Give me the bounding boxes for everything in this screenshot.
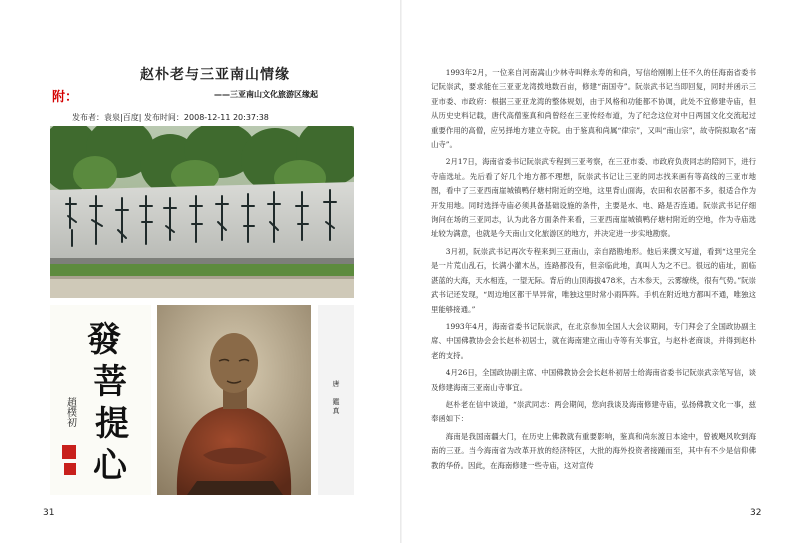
calligraphy-char: 提: [95, 404, 129, 444]
stone-wall-illustration: [50, 126, 354, 298]
calligraphy-char: 菩: [93, 362, 127, 402]
photo-caption: [330, 380, 342, 416]
caption-char: [330, 389, 342, 398]
article-body: [431, 66, 756, 473]
caption-char: 鑑: [332, 398, 340, 406]
publish-meta: 发布者：袁泉|百度| 发布时间：2008-12-11 20:37:38: [72, 113, 269, 122]
page-number-left: 31: [43, 508, 55, 518]
body-paragraph: 2月17日，海南省委书记阮崇武专程到三亚考察，在三亚市委、市政府负责同志的陪同下，进行寺庙选址。先后看了好几个地方都不理想，阮崇武书记让三亚的同志找来画有等高线的三亚市地图，看中了三亚西南崖城镇鸭仔塘村附近的空地，这里背山面海，农田和农居都不多，很适合作为开发用地。同时选择寺庙必须具备基础设施的条件，主要是水、电、路是否连通。阮崇武书记仔细询问在场的三亚同志，认为此各方面条件来看，三亚西南崖城镇鸭仔塘村附近的空地，作为寺庙选址较为满意，也就是今天南山文化旅游区的地方，并决定进一步实地勘察。: [431, 157, 756, 239]
body-paragraph: 4月26日，全国政协副主席、中国佛教协会会长赵朴初居士给海南省委书记阮崇武亲笔写信，谈及修建海南三亚南山寺事宜。: [431, 368, 756, 392]
red-seal-stamp: [64, 463, 76, 475]
calligraphy-char: 心: [93, 446, 127, 486]
page-number-right: 32: [750, 508, 762, 518]
body-paragraph: 1993年4月，海南省委书记阮崇武，在北京参加全国人大会议期间，专门拜会了全国政协副主席、中国佛教协会会长赵朴初居士，就在海南建立南山寺等有关事宜，与赵朴老商谈，并得到赵朴老的支持。: [431, 321, 756, 360]
body-paragraph: 1993年2月，一位来自河南嵩山少林寺叫释永寿的和尚，写信给刚刚上任不久的任海南省委书记阮崇武，要求能在三亚亚龙湾拨地数百亩，修建“南国寺”。阮崇武书记当即回复，同时并函示三亚市委、市政府：根据三亚亚龙湾的整体规划，由于风格和功能都不协调，此处不宜修建寺庙，但从历史史料记载，唐代高僧鉴真和尚曾经在三亚传经布道，为了纪念这位对中日两国文化交流起过重要作用的高僧，应另择地方建立寺院。由于鉴真和尚属“律宗”，又叫“南山宗”，故寺院拟取名“南山寺”。: [431, 68, 756, 150]
caption-char: 真: [332, 407, 340, 415]
calligraphy-illustration: [50, 305, 151, 495]
statue-illustration: [157, 305, 311, 495]
body-paragraph: 海南是我国南疆大门，在历史上佛教就有重要影响，鉴真和尚东渡日本途中，曾被飓风吹到海南的三亚。当今海南省为改革开放的经济特区，大批的海外投资者接踵而至，其中有不少是信仰佛教的华侨。因此，在海南修建一些寺庙，这对宣传: [431, 431, 756, 470]
article-byline: ——三亚南山文化旅游区缘起: [214, 90, 318, 99]
article-title: 赵朴老与三亚南山情缘: [140, 67, 290, 83]
appendix-label: 附：: [52, 90, 79, 105]
stone-wall-photo: [50, 126, 354, 298]
jianzhen-statue-photo: [157, 305, 311, 495]
body-paragraph: 3月初，阮崇武书记再次专程来到三亚南山，亲自踏勘地形。他后来撰文写道，看到“这里完全是一片荒山乱石，长满小灌木丛，连路都没有，但亲临此地，真叫人为之不已。很远的庙址，面临湛蓝的大海，天水相连，一望无际。背后的山顶海拔478米，古木参天，云雾缭绕，很有气势。”阮崇武书记还发现，“周边地区都干旱异常，唯独这里时常小雨阵阵。手机在附近地方都叫不通，唯独这里能够接通。”: [431, 246, 756, 314]
calligraphy-photo: [50, 305, 151, 495]
calligraphy-signature: 趙樸初: [64, 397, 76, 427]
red-seal-stamp: [62, 445, 76, 459]
body-paragraph: 赵朴老在信中谈道，“崇武同志：两会期间，您向我谈及海南修建寺庙，弘扬佛教文化一事，兹奉函如下：: [431, 399, 756, 424]
calligraphy-char: 發: [87, 320, 121, 360]
page-gutter: [400, 0, 402, 543]
caption-char: 唐: [332, 380, 340, 388]
